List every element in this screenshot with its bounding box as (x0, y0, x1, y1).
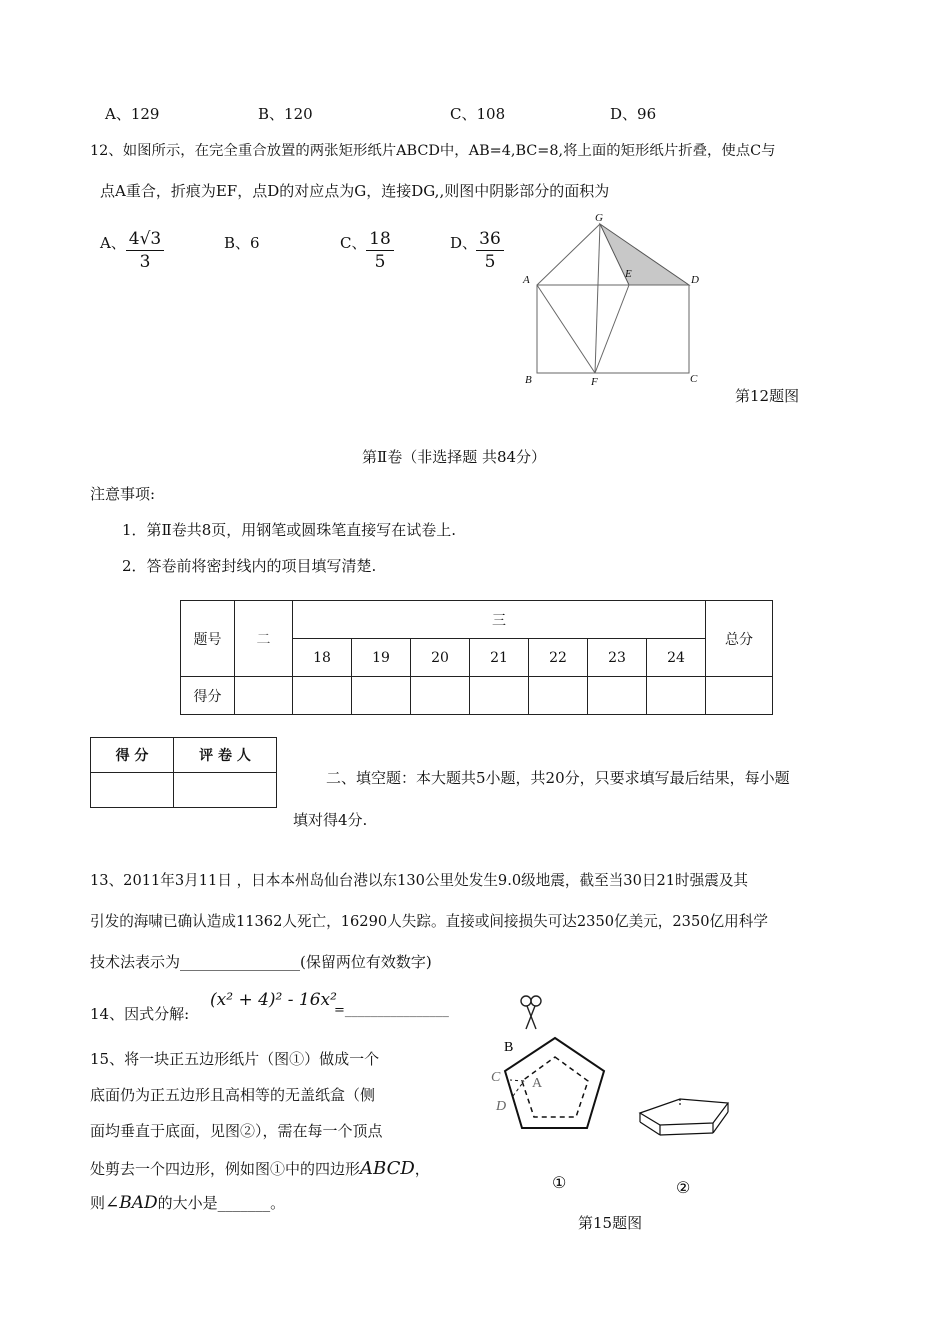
score-cell-21[interactable] (470, 677, 529, 715)
q11-option-c: C、108 (450, 105, 506, 123)
score-cell-19[interactable] (352, 677, 411, 715)
label-c: C (491, 1070, 501, 1085)
score-table-col-19: 19 (352, 639, 411, 677)
q12-option-d-den: 5 (484, 252, 496, 272)
q12-option-c-num: 18 (366, 228, 394, 251)
q12-option-a-fraction (126, 228, 164, 273)
q14-expression: (x² + 4)² - 16x² (210, 990, 337, 1010)
q12-text-line1: 12、如图所示，在完全重合放置的两张矩形纸片ABCD中，AB=4,BC=8,将上面的矩形纸片折叠，使点C与 (90, 143, 776, 159)
label-d: D (691, 274, 699, 286)
q15-line5-pre: 则 (90, 1194, 106, 1212)
q12-option-c-fraction (366, 228, 394, 273)
score-table-header-three: 三 (293, 601, 706, 639)
q11-option-b: B、120 (258, 105, 313, 123)
score-table-header-num: 题号 (181, 601, 235, 677)
q12-option-c-den: 5 (374, 252, 386, 272)
notes-title: 注意事项: (90, 485, 156, 503)
q11-option-d: D、96 (610, 105, 657, 123)
note-1: 1．第Ⅱ卷共8页，用钢笔或圆珠笔直接写在试卷上. (122, 521, 457, 539)
score-cell-total[interactable] (706, 677, 773, 715)
score-cell-20[interactable] (411, 677, 470, 715)
q15-quad-symbol: ABCD (360, 1158, 415, 1179)
q14-answer-blank[interactable]: =________________ (334, 1003, 449, 1018)
q15-line2: 底面仍为正五边形且高相等的无盖纸盒（侧 (90, 1086, 376, 1104)
q15-line5 (90, 1192, 285, 1213)
q15-line1: 15、将一块正五边形纸片（图①）做成一个 (90, 1050, 380, 1068)
grade-box-grader-label: 评 卷 人 (174, 738, 277, 773)
label-d: D (496, 1099, 507, 1114)
shaded-triangle-gde (600, 224, 689, 285)
q12-option-a-den: 3 (139, 252, 151, 272)
q15-line5-blank[interactable]: 的大小是_______。 (157, 1194, 286, 1212)
q15-figure (480, 985, 740, 1215)
q15-line3: 面均垂直于底面，见图②），需在每一个顶点 (90, 1122, 383, 1140)
q15-line4 (90, 1158, 430, 1179)
score-cell-18[interactable] (293, 677, 352, 715)
q12-text-line2: 点A重合，折痕为EF，点D的对应点为G，连接DG,,则图中阴影部分的面积为 (100, 182, 610, 200)
score-table-col-20: 20 (411, 639, 470, 677)
segment-ag (537, 224, 600, 285)
label-b: B (525, 374, 532, 386)
score-table-col-23: 23 (588, 639, 647, 677)
q12-option-a-num: 4√3 (126, 228, 164, 251)
q12-option-d-fraction (476, 228, 504, 273)
q12-option-a-prefix: A、 (100, 234, 126, 252)
grade-box-grader-cell[interactable] (174, 773, 277, 808)
scissors-icon (521, 996, 541, 1029)
score-table-row-label: 得分 (181, 677, 235, 715)
figure-1-label: ① (552, 1175, 567, 1192)
segment-af (537, 285, 595, 373)
q12-option-d-num: 36 (476, 228, 504, 251)
grade-box (90, 737, 277, 808)
q14-prefix: 14、因式分解: (90, 1005, 190, 1023)
fill-section-line2: 填对得4分. (293, 811, 368, 829)
label-e: E (625, 268, 632, 280)
q15-line4-text: 处剪去一个四边形，例如图①中的四边形 (90, 1160, 361, 1178)
q13-line2: 引发的海啸已确认造成11362人死亡，16290人失踪。直接或间接损失可达2350亿美元，2350亿用科学 (90, 913, 768, 930)
open-box (640, 1099, 728, 1135)
label-f: F (591, 376, 598, 388)
figure-2-label: ② (676, 1180, 691, 1197)
score-table-header-total: 总分 (706, 601, 773, 677)
label-b: B (504, 1040, 514, 1055)
q12-option-c-prefix: C、 (340, 234, 367, 252)
q12-option-d-prefix: D、 (450, 234, 478, 252)
q15-line4-end: ， (414, 1160, 430, 1178)
score-table (180, 600, 773, 715)
pentagon-outer (505, 1038, 604, 1128)
grade-box-score-label: 得 分 (91, 738, 174, 773)
label-g: G (595, 212, 603, 224)
label-a: A (532, 1076, 543, 1091)
note-2: 2．答卷前将密封线内的项目填写清楚. (122, 557, 377, 575)
q12-option-b: B、6 (224, 234, 260, 252)
score-table-header-two: 二 (235, 601, 293, 677)
cut-line-2 (510, 1080, 524, 1081)
q12-figure-caption: 第12题图 (735, 387, 800, 405)
q13-line3: 技术法表示为________________(保留两位有效数字) (90, 953, 432, 971)
score-cell-23[interactable] (588, 677, 647, 715)
score-table-col-22: 22 (529, 639, 588, 677)
q15-figure-caption: 第15题图 (578, 1214, 643, 1232)
segment-gf (595, 224, 600, 373)
score-cell-two[interactable] (235, 677, 293, 715)
score-table-col-24: 24 (647, 639, 706, 677)
score-cell-24[interactable] (647, 677, 706, 715)
score-cell-22[interactable] (529, 677, 588, 715)
q11-option-a: A、129 (105, 105, 160, 123)
score-table-col-18: 18 (293, 639, 352, 677)
q15-angle-symbol: ∠BAD (105, 1193, 158, 1213)
grade-box-score-cell[interactable] (91, 773, 174, 808)
label-a: A (523, 274, 530, 286)
label-c: C (690, 373, 698, 385)
q12-figure (515, 212, 715, 392)
q13-line1: 13、2011年3月11日 ，日本本州岛仙台港以东130公里处发生9.0级地震，截至当30日21时强震及其 (90, 872, 749, 889)
segment-ef (595, 285, 629, 373)
fill-section-line1: 二、填空题：本大题共5小题，共20分，只要求填写最后结果，每小题 (326, 769, 790, 787)
section-2-title: 第Ⅱ卷（非选择题 共84分） (362, 448, 547, 466)
score-table-col-21: 21 (470, 639, 529, 677)
rectangle-abcd (537, 285, 689, 373)
